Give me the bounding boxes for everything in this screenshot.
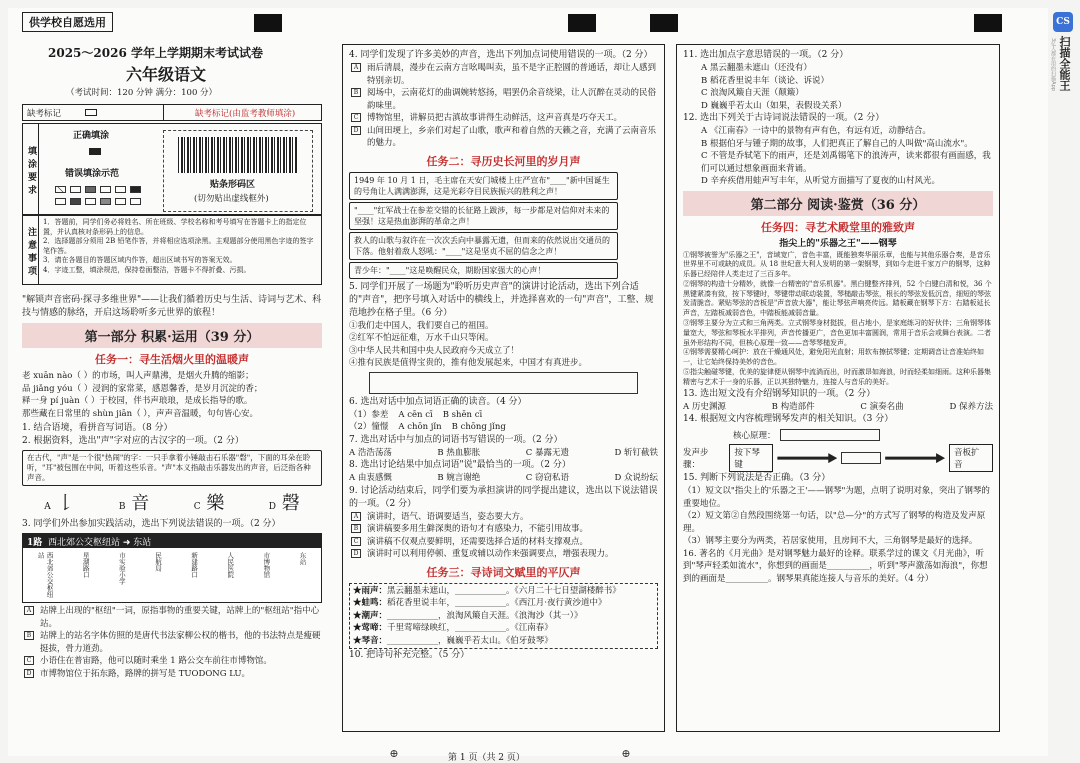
pinyin-line: 释一身 pí juàn（ ）于校园，伴书声琅琅，是成长指导的歌。 <box>22 396 253 406</box>
scanner-name: 扫描全能王 <box>1058 36 1071 91</box>
bus-stop: 人民医院 <box>226 552 235 578</box>
note-item: 1．答题前，同学们务必将姓名、所在班级、学校名称和考号填写在答题卡上的指定位置，并认真核对条形码上的信息。 <box>43 218 307 236</box>
q15-item[interactable]: （2）短文第②自然段围绕第一句话，以"总—分"的方式写了钢琴的构造及发声原理。 <box>683 511 986 534</box>
scanner-sub: 3亿人都在用的扫描App <box>1050 38 1056 91</box>
barcode-label: 贴条形码区 <box>210 180 256 190</box>
task4-title: 任务四：寻艺术殿堂里的雅致声 <box>761 220 915 234</box>
q11-option[interactable]: A 黑云翻墨未遮山（还没有） <box>701 63 812 73</box>
dialog-3: 救人的山歌与叙许在一次次丢向中暴露无遗，但而来的依然说出交通员的下落。他射着敌人怒吼："____"这是坚贞不屈的信念之声！ <box>349 232 618 260</box>
barcode-area <box>163 130 313 212</box>
q4-option-c[interactable]: C 博物馆里，讲解员把古滇故事讲得生动鲜活，这声音真是巧夺天工。 <box>349 112 658 125</box>
registration-mark-icon <box>974 14 1002 32</box>
question-7: 7. 选出对话中与加点的词语书写错误的一项。（2 分） <box>349 434 563 445</box>
q8-option[interactable]: B 婉言谢绝 <box>437 473 481 483</box>
fill-label: 填涂要求 <box>23 124 39 214</box>
barcode-icon <box>178 137 298 173</box>
question-3: 3. 同学们外出参加实践活动，选出下列说法错误的一项。（2 分） <box>22 519 281 529</box>
crosshair-icon: ⊕ <box>389 747 399 760</box>
dialog-2: "____"红军战士在参差交错的长征路上跋涉，每一步都是对信仰对未来的坚强！这是热血澎湃的革命之声！ <box>349 202 618 230</box>
q2-option-c[interactable]: C 樂 <box>193 493 225 514</box>
q12-option[interactable]: C 不管是乔轼笔下的雨声，还是刘禹锡笔下的浪涛声，读来都很有画面感，我们可以通过想象画面来背诵。 <box>701 151 991 174</box>
pinyin-line: 那些藏在日常里的 shùn jiān（ ），声声音温暖，句句皆心安。 <box>22 408 259 419</box>
question-4: 4. 同学们发现了许多美妙的声音，选出下列加点词使用错误的一项。（2 分） <box>349 50 653 60</box>
q8-option[interactable]: A 由衷感慨 <box>349 473 392 483</box>
sound-steps-row <box>683 444 993 472</box>
q6-option[interactable]: A cēn cī <box>398 409 433 420</box>
note-item: 2．选择题部分须用 2B 铅笔作答，并将相应选项涂黑。主观题部分使用黑色字迹的签字笔作答。 <box>43 237 314 255</box>
q11-option[interactable]: C 浪淘风簸自天涯（颠簸） <box>701 88 804 98</box>
q9-option-b[interactable]: B 演讲稿要多用生僻深奥的语句才有感染力，不能引用故事。 <box>349 523 658 536</box>
q7-options <box>349 447 658 460</box>
q5-item: ②红军不怕远征难，万水千山只等闲。 <box>349 333 494 343</box>
note-item: 3．请在各题目的答题区域内作答，超出区域书写的答案无效。 <box>43 256 237 265</box>
q7-option[interactable]: D 斩钉截铁 <box>614 447 658 458</box>
q11-option[interactable]: D 巍巍乎若太山（如果，表假设关系） <box>701 100 847 111</box>
q15-item[interactable]: （3）钢琴主要分为两类，若居家使用，且房间不大，三角钢琴是最好的选择。 <box>683 536 978 547</box>
q2-option-a[interactable]: A 𠄌 <box>44 493 75 514</box>
question-9: 9. 讨论活动结束后，同学们要为承担演讲的同学提出建议，选出以下说法错误的一项。（2 分） <box>349 485 658 509</box>
poem-line[interactable]: ★莺啼：千里莺啼绿映红，____________。《江南春》 <box>353 623 553 633</box>
article-paragraph: ②钢琴的构造十分精妙，就像一台精密的"音乐机器"。黑白键整齐排列，52 个白键白清和悦，36 个黑键紧凑有致，按下琴键时，琴键带动联动装置，琴槌敲击琴弦，根长的琴弦发低沉音，细短的琴弦发清脆音。紧贴琴弦的音板是"声音放大器"，能让琴弦声响亮传远。踏板藏在钢琴下方：右踏板延长声音，左踏板减弱音色，中踏板能减弱音量。 <box>683 279 992 318</box>
q3-option-d[interactable]: D 市博物馆位于拓东路，路牌的拼写是 TUODONG LU。 <box>22 668 322 681</box>
question-11: 11. 选出加点字意思错误的一项。（2 分） <box>683 50 849 60</box>
dialog-1: 1949 年 10 月 1 日，毛主席在天安门城楼上庄严宣布"____"新中国诞生的号角让人满满澎湃，这是光彩夺目民族振兴的胜利之声！ <box>349 172 618 200</box>
question-5: 5. 同学们开展了一场题为"聆听历史声音"的演讲讨论活动，选出下列合适的"声音"，把序号填入对话中的横线上，并选择喜欢的一句"声音"，工整、规范地抄在格子里。（6 分） <box>349 281 654 318</box>
task3-title: 任务三：寻诗词文赋里的平仄声 <box>426 565 581 579</box>
registration-mark-icon <box>568 14 596 32</box>
arrow-icon <box>885 453 945 463</box>
bus-stop: 西北郊公交枢纽站 <box>36 552 54 598</box>
q2-options <box>22 489 322 515</box>
q6-option[interactable]: B shēn cī <box>442 409 483 420</box>
exam-title: 2025～2026 学年上学期期末考试试卷 <box>48 46 263 60</box>
bus-stop: 新建路口 <box>190 552 199 578</box>
q9-option-c[interactable]: C 演讲稿不仅观点要鲜明，还需要选择合适的材料支撑观点。 <box>349 536 658 549</box>
task1-text <box>22 370 322 420</box>
barcode-sub: (切勿贴出虚线框外) <box>194 194 269 204</box>
q6-items <box>349 409 658 434</box>
poem-box <box>349 583 658 650</box>
q13-option[interactable]: B 构造部件 <box>771 401 815 412</box>
notes-list <box>43 218 317 276</box>
q5-item: ①我们走中国人，我们要自己的祖国。 <box>349 320 494 331</box>
q8-option[interactable]: D 众说纷纭 <box>614 473 658 483</box>
q2-quote: 在古代，"声"是一个很"热闹"的字：一只手拿着小锤敲击石乐器"磬"，下面的耳朵在聆听，"耳"被包围在中间，听着这些乐音。"声"本义指敲击乐器发出的声音，后泛指各种声音。 <box>22 450 322 486</box>
question-12: 12. 选出下列关于古诗词说法错误的一项。（2 分） <box>683 113 885 123</box>
q13-option[interactable]: C 演奏名曲 <box>860 401 904 412</box>
q7-option[interactable]: A 浩浩荡荡 <box>349 447 392 458</box>
q9-option-d[interactable]: D 演讲时可以利用停顿、重复或辅以动作来强调要点，增强表现力。 <box>349 548 658 561</box>
dialog-4: 青少年："____"这是唤醒民众，期盼国家强大的心声！ <box>349 262 618 279</box>
note-item: 4．字迹工整，填涂规范，保持卷面整洁，答题卡不得折叠、污损。 <box>43 265 251 274</box>
absent-mark-box[interactable] <box>85 109 97 116</box>
q5-items <box>349 320 658 370</box>
question-14: 14. 根据短文内容梳理钢琴发声的相关知识。（3 分） <box>683 414 894 425</box>
bus-stop: 市实验小学 <box>117 552 126 585</box>
notes-label: 注意事项 <box>23 216 39 284</box>
q3-option-c[interactable]: C 小语住在普宙路，他可以随时乘坐 1 路公交车前往市博物馆。 <box>22 655 322 668</box>
intro-text: "解锁声音密码·探寻多维世界"——让我们循着历史与生活、诗词与艺术、科技与情感的脉络，开启这场聆听多元世界的旅程！ <box>22 295 322 318</box>
poem-line[interactable]: ★雨声：黑云翻墨未遮山，____________。《六月二十七日望湖楼醉书》 <box>353 585 621 596</box>
column-3 <box>676 44 1000 732</box>
bus-stop: 市博物馆 <box>262 552 271 578</box>
q3-options <box>22 605 322 680</box>
q7-option[interactable]: B 热血膨胀 <box>437 447 481 458</box>
task1-title: 任务一：寻生活烟火里的温暖声 <box>95 353 249 366</box>
article-body <box>683 251 993 388</box>
q5-item: ④推有民族是值得宝贵的，推有他发展起来，中国才有真进步。 <box>349 358 588 368</box>
question-2: 2. 根据资料，选出"声"字对应的古汉字的一项。（2 分） <box>22 436 244 446</box>
step-soundboard: 音板扩音 <box>949 444 993 472</box>
q3-option-a[interactable]: A 站牌上出现的"枢纽"一词，原指事物的重要关键，站牌上的"枢纽站"指中心站。 <box>22 605 322 630</box>
arrow-icon <box>777 453 837 463</box>
core-principle-label: 核心原理： <box>733 431 776 442</box>
q2-option-d[interactable]: D 磬 <box>268 493 300 514</box>
pinyin-line: 品 jiǎng yóu（ ）浸润的家常菜，感恩馨香，是岁月沉淀的香； <box>22 383 263 394</box>
bus-stop: 东站 <box>298 552 307 565</box>
q8-options <box>349 472 658 485</box>
q12-option[interactable]: D 辛弃疾借用蛙声写丰年，从听觉方面描写了夏夜的山村风光。 <box>701 176 941 186</box>
registration-mark-icon <box>254 14 282 32</box>
exam-meta: （考试时间：120 分钟 满分：100 分） <box>66 88 218 98</box>
task2-title: 任务二：寻历史长河里的岁月声 <box>426 154 581 168</box>
bus-stop: 星湖路口 <box>81 552 90 578</box>
q15-item[interactable]: （1）短文以"指尖上的'乐器之王'——钢琴"为题，点明了说明对象，突出了钢琴的重要地位。 <box>683 486 990 509</box>
step-blank[interactable] <box>841 452 881 464</box>
bus-sign-header: 1路 西北郊公交枢纽站 ➜ 东站 <box>23 534 321 548</box>
absent-mark-label: 缺考标记 <box>27 109 62 119</box>
wrong-fill-samples <box>55 186 141 193</box>
q6-row: （1）参差 A cēn cī B shēn cī <box>349 409 483 420</box>
q11-option[interactable]: B 稻花香里说丰年（谈论、诉说） <box>701 75 829 86</box>
q12-option[interactable]: A 《江南春》一诗中的景物有声有色，有远有近，动静结合。 <box>701 126 931 136</box>
q12-options <box>683 125 993 188</box>
question-15: 15. 判断下列说法是否正确。（3 分） <box>683 473 831 484</box>
absent-mark-row <box>22 104 322 121</box>
page-number: 第 1 页（共 2 页） <box>448 753 525 763</box>
q9-option-a[interactable]: A 演讲时，语气、语调要适当，姿态要大方。 <box>349 511 658 524</box>
pinyin-line: 老 xuān nào（ ）的市场，叫人声鼎沸，是烟火升腾的缩影； <box>22 371 254 381</box>
bus-stops <box>23 548 321 600</box>
poem-line[interactable]: ★琴音：____________，巍巍乎若太山。《伯牙鼓琴》 <box>353 635 553 646</box>
question-16: 16. 著名的《月光曲》是对钢琴魅力最好的诠释。联系学过的课文《月光曲》，听到"琴声轻柔如流水"，你想到的画面是__________，听到"琴声激荡如海浪"，你想到的画面是__________。钢琴果真能连接人与音乐的美好。（4 分） <box>683 548 988 584</box>
absent-mark-note: 缺考标记(由监考教师填涂) <box>195 109 296 119</box>
q11-options <box>683 62 993 112</box>
step-press-key: 按下琴键 <box>729 444 773 472</box>
article-paragraph: ④钢琴需要精心呵护：放在干燥通风处，避免阳光直射；用软布擦拭琴键；定期调音让音准始终如一，让它始终保持美妙的音色。 <box>683 348 984 367</box>
subject-title: 六年级语文 <box>126 65 207 84</box>
part2-banner: 第二部分 阅读·鉴赏（36 分） <box>683 191 993 216</box>
correct-fill-sample <box>89 148 101 155</box>
registration-mark-icon <box>650 14 678 32</box>
question-6: 6. 选出对话中加点词语正确的读音。（4 分） <box>349 396 527 407</box>
q8-option[interactable]: C 窃窃私语 <box>525 473 569 483</box>
fill-area <box>22 123 322 215</box>
question-10: 10. 把诗句补充完整。（5 分） <box>349 650 470 660</box>
camscanner-logo-icon: CS <box>1053 12 1073 32</box>
article-paragraph: ⑤指尖触碰琴键，优美的旋律便从钢琴中流淌而出，时而激昂如海浪，时而轻柔如细雨。这种乐器集精密与艺术于一身的乐器，正以其独特魅力，连接人与音乐的美好。 <box>683 368 991 386</box>
poem-line[interactable]: ★蛙鸣：稻花香里说丰年，____________。《西江月·夜行黄沙道中》 <box>353 598 607 608</box>
q7-option[interactable]: C 暴露无遗 <box>525 447 569 458</box>
q4-options <box>349 62 658 150</box>
q13-option[interactable]: D 保养方法 <box>949 401 993 412</box>
core-principle-blank[interactable] <box>780 429 880 441</box>
q9-options <box>349 511 658 561</box>
part1-banner: 第一部分 积累·运用（39 分） <box>22 323 322 348</box>
q3-option-b[interactable]: B 站牌上的站名字体仿照的是唐代书法家柳公权的楷书，他的书法特点是瘦硬挺拔，骨力道劲。 <box>22 630 322 655</box>
article-title: 指尖上的"乐器之王"——钢琴 <box>779 238 897 249</box>
steps-label: 发声步骤： <box>683 448 709 471</box>
q13-option[interactable]: A 历史渊源 <box>683 401 726 412</box>
core-principle-row <box>733 429 993 441</box>
question-1: 1. 结合语境，看拼音写词语。（8 分） <box>22 423 173 433</box>
crosshair-icon: ⊕ <box>621 747 631 760</box>
question-8: 8. 选出讨论结果中加点词语"说"最恰当的一项。（2 分） <box>349 460 571 470</box>
q4-option-b[interactable]: B 阅场中，云南花灯的曲调婉转悠扬，唱罢仍余音绕梁，让人沉醉在灵动的民俗韵味里。 <box>349 87 658 112</box>
q6-row: （2）憧憬 A chōn jǐn B chōng jǐng <box>349 422 506 432</box>
exam-sheet <box>8 8 1048 763</box>
notes-box <box>22 215 322 285</box>
correct-fill-label: 正确填涂 <box>73 131 110 141</box>
column-1-body <box>22 294 322 680</box>
bus-stop-sign <box>22 533 322 603</box>
bus-stop: 民航局 <box>153 552 162 572</box>
q5-item: ③中华人民共和国中央人民政府今天成立了！ <box>349 345 520 356</box>
q6-option[interactable]: B chōng jǐng <box>451 422 506 432</box>
q4-option-d[interactable]: D 山间田埂上，乡亲们对起了山歌，歌声和着自然的天籁之音，充满了云南音乐的魅力。 <box>349 125 658 150</box>
column-1 <box>18 12 328 732</box>
column-2 <box>342 44 665 732</box>
optional-flag: 供学校自愿选用 <box>22 12 113 32</box>
wrong-fill-label: 错误填涂示范 <box>65 169 120 179</box>
poem-line[interactable]: ★潮声：____________，浪淘风簸自天涯。《浪淘沙（其一）》 <box>353 610 583 621</box>
q15-items <box>683 485 993 548</box>
q6-option[interactable]: A chōn jǐn <box>398 422 442 432</box>
article-paragraph: ①钢琴被誉为"乐器之王"，音域宽广，音色丰富，既能独奏华丽乐章，也能与其他乐器合奏，是音乐世界里不可或缺的成员。从 18 世纪意大利人发明的第一架钢琴，到如今走进千家万户的钢琴，这种乐器已经陪伴人类走过了三百多年。 <box>683 250 991 279</box>
q13-options <box>683 401 993 414</box>
scanner-watermark <box>1050 12 1076 122</box>
question-13: 13. 选出短文没有介绍钢琴知识的一项。（2 分） <box>683 388 876 399</box>
q5-answer-grid[interactable] <box>369 372 638 394</box>
article-paragraph: ③钢琴主要分为立式和三角两类。立式钢琴身材挺拔，但占地小，是家庭练习的好伙伴；三角钢琴体量宽大，琴弦和琴板水平排列，声音传播更广，音色更加丰富圆润，常用于音乐会或舞台表演。二者虽外形结构不同，但核心原理一致——音琴琴槌发声。 <box>683 319 991 347</box>
q2-option-b[interactable]: B 音 <box>118 493 150 514</box>
q12-option[interactable]: B 根据伯牙与锺子期的故事，人们把真正了解自己的人叫做"高山流水"。 <box>701 138 973 149</box>
q4-option-a[interactable]: A 雨后清晨，漫步在云南方言吆喝叫卖，虽不是字正腔圆的普通话，却让人感到特别亲切。 <box>349 62 658 87</box>
